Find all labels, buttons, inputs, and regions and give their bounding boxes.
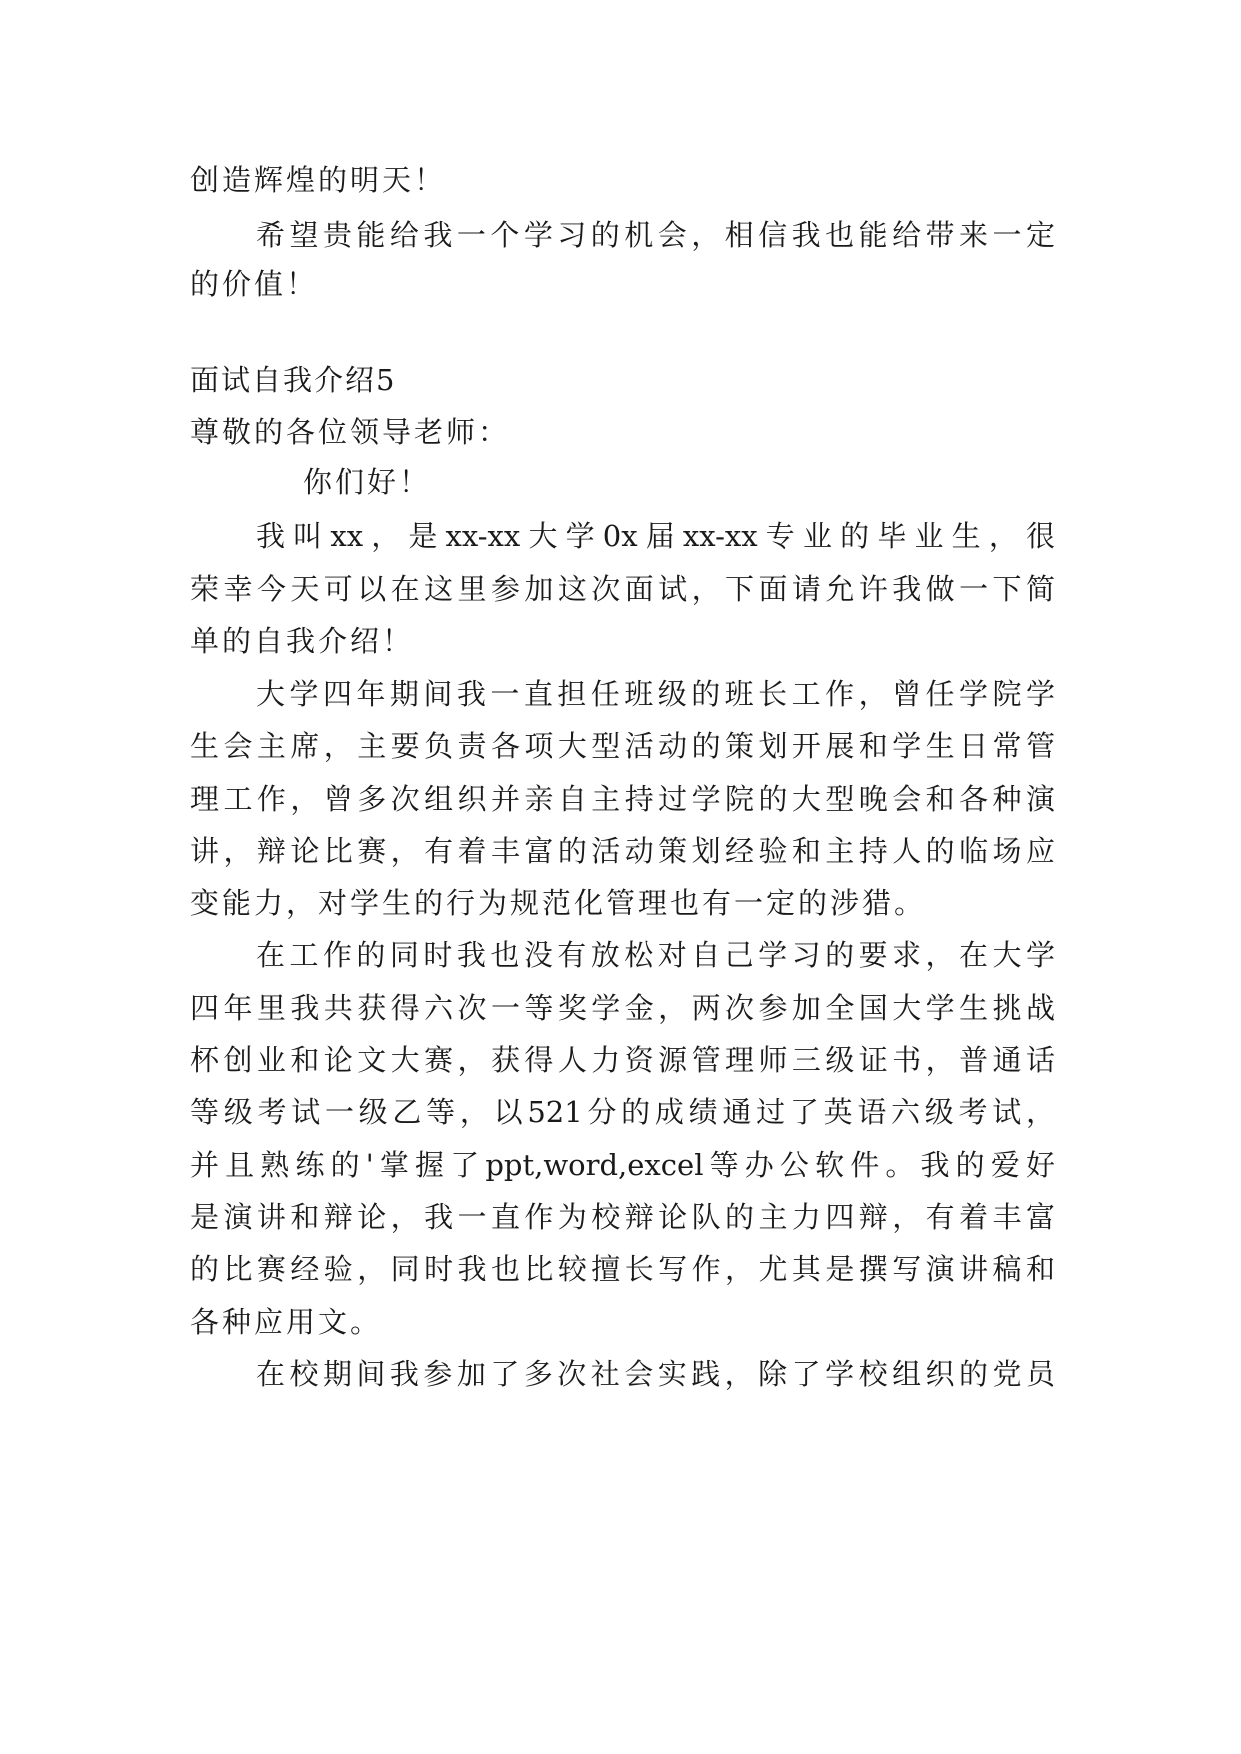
paragraph-line: 大学四年期间我一直担任班级的班长工作，曾任学院学 (256, 677, 1055, 711)
paragraph-line: 生会主席，主要负责各项大型活动的策划开展和学生日常管 (190, 729, 1055, 763)
paragraph-line: 希望贵能给我一个学习的机会，相信我也能给带来一定 (256, 218, 1055, 252)
text-line: 变能力，对学生的行为规范化管理也有一定的涉猎。 (190, 886, 927, 920)
greeting: 你们好！ (303, 465, 432, 499)
paragraph-line: 讲，辩论比赛，有着丰富的活动策划经验和主持人的临场应 (190, 834, 1055, 868)
salutation: 尊敬的各位领导老师： (190, 415, 511, 449)
paragraph-line: 四年里我共获得六次一等奖学金，两次参加全国大学生挑战 (190, 991, 1055, 1025)
paragraph-line: 理工作，曾多次组织并亲自主持过学院的大型晚会和各种演 (190, 782, 1055, 816)
paragraph-line: 的比赛经验，同时我也比较擅长写作，尤其是撰写演讲稿和 (190, 1252, 1055, 1286)
paragraph-line: 在工作的同时我也没有放松对自己学习的要求，在大学 (256, 938, 1055, 972)
paragraph-line: 在校期间我参加了多次社会实践，除了学校组织的党员 (256, 1357, 1055, 1391)
section-title: 面试自我介绍5 (190, 363, 397, 397)
paragraph-line: 荣幸今天可以在这里参加这次面试，下面请允许我做一下简 (190, 572, 1055, 606)
paragraph-line: 等级考试一级乙等，以521分的成绩通过了英语六级考试， (190, 1095, 1055, 1129)
text-line: 创造辉煌的明天！ (190, 163, 447, 197)
text-line: 各种应用文。 (190, 1305, 383, 1339)
paragraph-line: 并且熟练的'掌握了ppt,word,excel等办公软件。我的爱好 (190, 1148, 1055, 1182)
text-line: 的价值！ (190, 267, 319, 301)
paragraph-line: 杯创业和论文大赛，获得人力资源管理师三级证书，普通话 (190, 1043, 1055, 1077)
text-line: 单的自我介绍！ (190, 624, 415, 658)
paragraph-line: 是演讲和辩论，我一直作为校辩论队的主力四辩，有着丰富 (190, 1200, 1055, 1234)
paragraph-line: 我叫xx，是xx-xx大学0x届xx-xx专业的毕业生，很 (256, 519, 1055, 553)
